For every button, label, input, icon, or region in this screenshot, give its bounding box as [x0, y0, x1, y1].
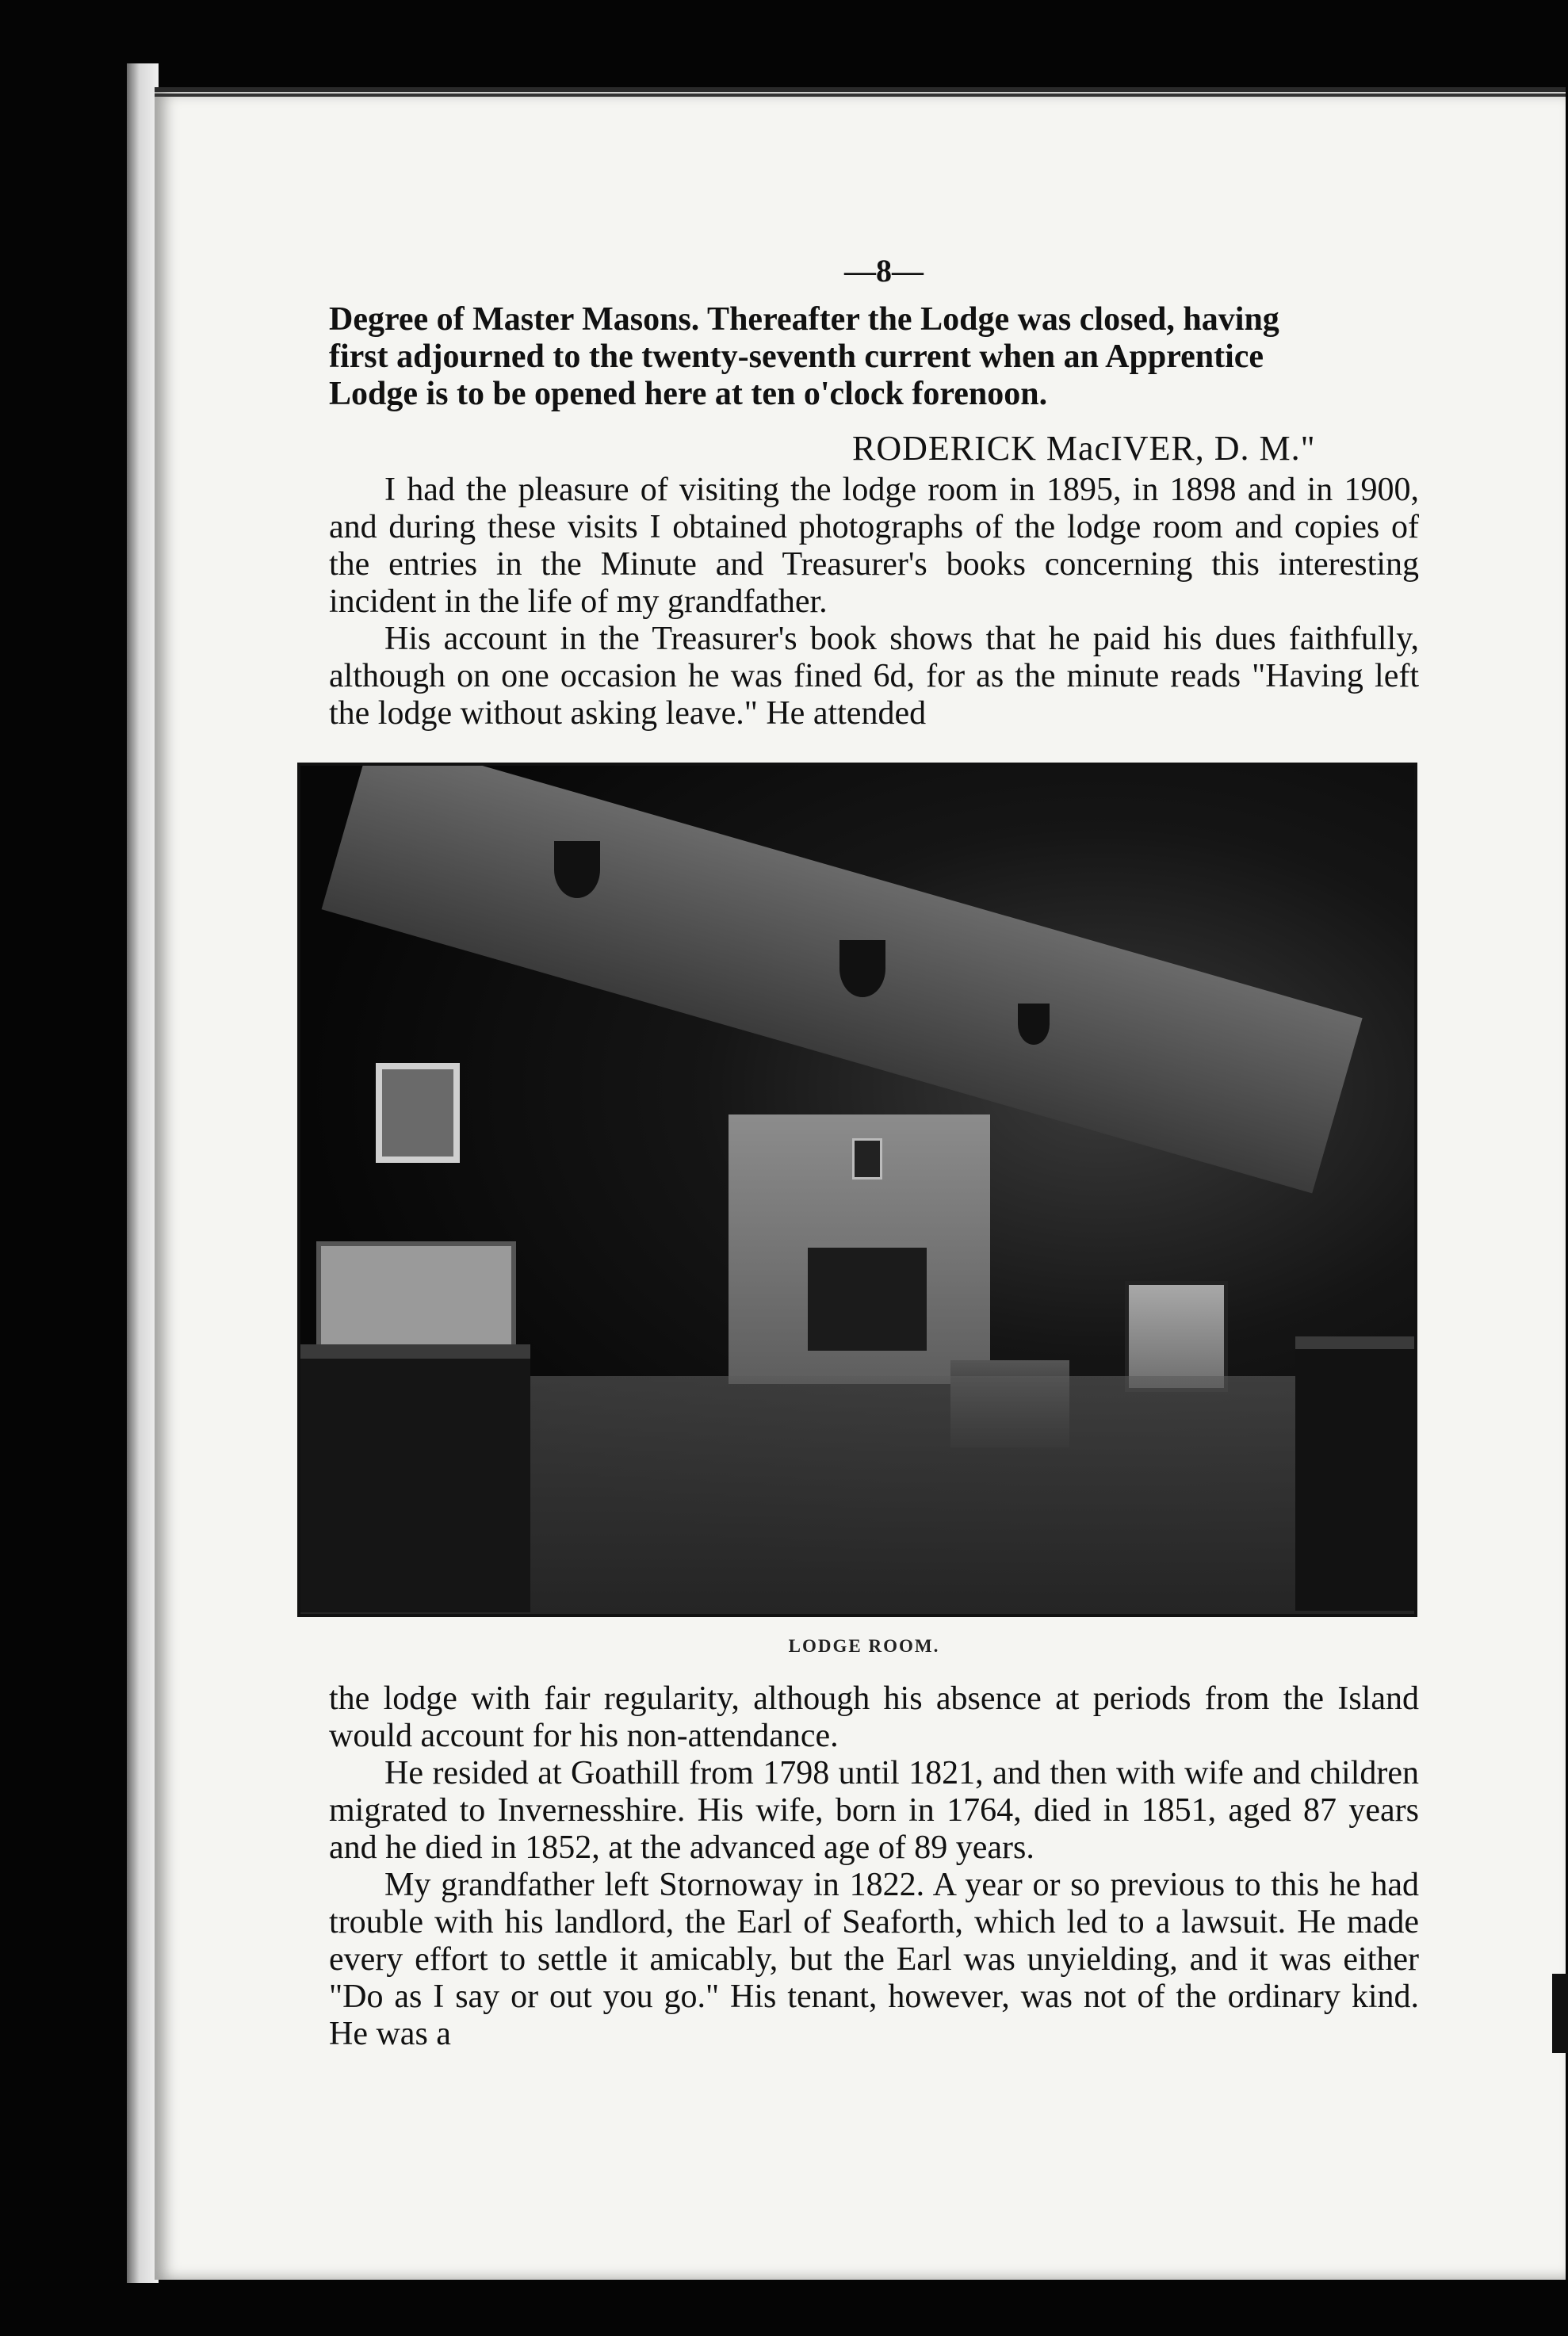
paragraph-goathill: He resided at Goathill from 1798 until 1821, and then with wife and children migrated to Invernesshire. His wife, born in 1764, died in 1851, aged 87 years and he died in 1852, at the advanced age of 89 years.: [329, 1755, 1419, 1866]
page-top-rule: [155, 94, 1566, 97]
photo-table-left: [300, 1344, 530, 1612]
paragraph-visits: I had the pleasure of visiting the lodge room in 1895, in 1898 and in 1900, and during these visits I obtained photographs of the lodge room and copies of the entries in the Minute and Treasurer's books concerning this interesting incident in the life of my grandfather.: [329, 472, 1419, 620]
top-text-block: [329, 301, 1419, 413]
middle-text-block: [329, 472, 1419, 732]
photo-chair: [1125, 1281, 1228, 1392]
page-number: —8—: [844, 253, 924, 289]
page-edge: [127, 63, 159, 2283]
minute-line-2: first adjourned to the twenty-seventh current when an Apprentice: [329, 338, 1264, 375]
minute-line-1: Degree of Master Masons. Thereafter the Lodge was closed, having: [329, 301, 1279, 338]
minute-signature: RODERICK MacIVER, D. M.": [852, 429, 1316, 468]
scan-edge-mark: [1552, 1974, 1568, 2053]
bottom-text-block: [329, 1680, 1419, 2053]
paragraph-account: His account in the Treasurer's book shows that he paid his dues faithfully, although on one occasion he was fined 6d, for as the minute reads "Having left the lodge without asking leave." He attended: [329, 621, 1419, 732]
photo-mantel: [808, 1241, 927, 1351]
photo-shield-1: [554, 841, 600, 898]
paragraph-regularity: the lodge with fair regularity, although his absence at periods from the Island would account for his non-attendance.: [329, 1680, 1419, 1754]
lodge-room-photo: [297, 763, 1417, 1617]
photo-caption: LODGE ROOM.: [788, 1636, 940, 1656]
photo-shield-3: [1018, 1004, 1050, 1045]
photo-table-right: [1295, 1336, 1414, 1611]
paragraph-stornoway: My grandfather left Stornoway in 1822. A year or so previous to this he had trouble with his landlord, the Earl of Seaforth, which led to a lawsuit. He made every effort to settle it amicably, but the Earl was unyielding, and it was either "Do as I say or out you go." His tenant, however, was not of the ordinary kind. He was a: [329, 1867, 1419, 2052]
photo-shield-2: [839, 940, 885, 997]
photo-wall-picture: [376, 1063, 460, 1163]
photo-small-frame: [852, 1138, 882, 1179]
minute-line-3: Lodge is to be opened here at ten o'clock forenoon.: [329, 376, 1048, 412]
